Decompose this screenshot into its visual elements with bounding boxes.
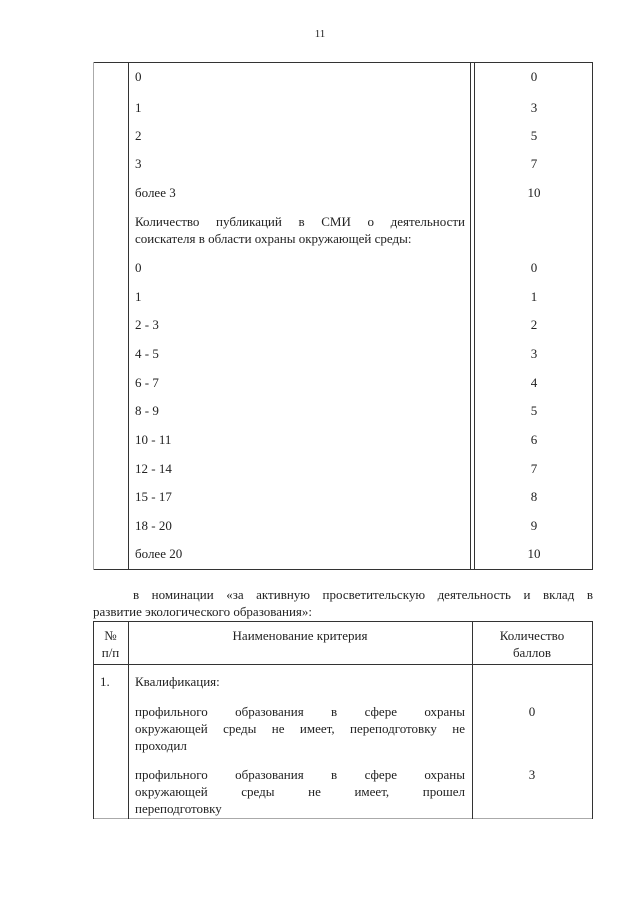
- header-points-line2: баллов: [512, 645, 552, 660]
- table-row-score: 7: [530, 156, 538, 171]
- table-row-label: более 3: [135, 185, 176, 200]
- table-row-label: 10 - 11: [135, 432, 172, 447]
- table-row-score: 1: [530, 289, 538, 304]
- table-row-label: 3: [135, 156, 142, 171]
- table-row-score: 3: [530, 100, 538, 115]
- table-row-score: 2: [530, 317, 538, 332]
- table-row-label: более 20: [135, 546, 183, 561]
- header-number-line1: №: [104, 628, 117, 643]
- table-row-score: 0: [530, 69, 538, 84]
- table2-bottom-border: [93, 818, 593, 819]
- item2-score: 3: [528, 767, 536, 782]
- item2-line1: профильного образования в сфере охраны: [135, 767, 465, 782]
- table-row-label: 8 - 9: [135, 403, 159, 418]
- item1-line1: профильного образования в сфере охраны: [135, 704, 465, 719]
- table-row-score: 3: [530, 346, 538, 361]
- table-row-label: 2: [135, 128, 142, 143]
- page-number: 11: [314, 28, 326, 40]
- table2-top-border: [93, 621, 593, 622]
- table-row-score: 9: [530, 518, 538, 533]
- table-row-label: 2 - 3: [135, 317, 159, 332]
- header-criterion-name: Наименование критерия: [232, 628, 368, 643]
- table-row-label: 18 - 20: [135, 518, 172, 533]
- table-row-score: 0: [530, 260, 538, 275]
- table-row-score: 5: [530, 403, 538, 418]
- item2-line2: окружающей среды не имеет, прошел: [135, 784, 465, 799]
- table-row-label: 15 - 17: [135, 489, 172, 504]
- table-row-label: 0: [135, 260, 142, 275]
- table-row-score: 10: [527, 546, 541, 561]
- table-row-label: 0: [135, 69, 142, 84]
- table-row-score: 8: [530, 489, 538, 504]
- item2-line3: переподготовку: [135, 801, 222, 816]
- table1-divider-2: [470, 62, 471, 570]
- table1-divider-1: [128, 62, 129, 570]
- header-points-line1: Количество: [499, 628, 565, 643]
- table-row-score: 10: [527, 185, 541, 200]
- table-row-label: 1: [135, 100, 142, 115]
- table-row-label: 4 - 5: [135, 346, 159, 361]
- item1-line3: проходил: [135, 738, 187, 753]
- row-number: 1.: [100, 674, 110, 689]
- table-row-label: 1: [135, 289, 142, 304]
- table-row-label: 6 - 7: [135, 375, 159, 390]
- publications-header-line1: Количество публикаций в СМИ о деятельности: [135, 214, 465, 229]
- table2-header-border: [93, 664, 593, 665]
- table1-top-border: [93, 62, 593, 63]
- table2-divider-1: [128, 621, 129, 819]
- table-row-score: 7: [530, 461, 538, 476]
- table-row-score: 6: [530, 432, 538, 447]
- header-number-line2: п/п: [101, 645, 120, 660]
- item1-line2: окружающей среды не имеет, переподготовку не: [135, 721, 465, 736]
- table1-bottom-border: [93, 569, 593, 570]
- table-row-label: 12 - 14: [135, 461, 172, 476]
- table1-left-border: [93, 62, 94, 570]
- nomination-line2: развитие экологического образования»:: [93, 604, 313, 619]
- table-row-score: 5: [530, 128, 538, 143]
- item1-score: 0: [528, 704, 536, 719]
- table2-right-border: [592, 621, 593, 819]
- nomination-line1: в номинации «за активную просветительскую деятельность и вклад в: [133, 587, 593, 602]
- row-title: Квалификация:: [135, 674, 220, 689]
- table-row-score: 4: [530, 375, 538, 390]
- publications-header-line2: соискателя в области охраны окружающей среды:: [135, 231, 412, 246]
